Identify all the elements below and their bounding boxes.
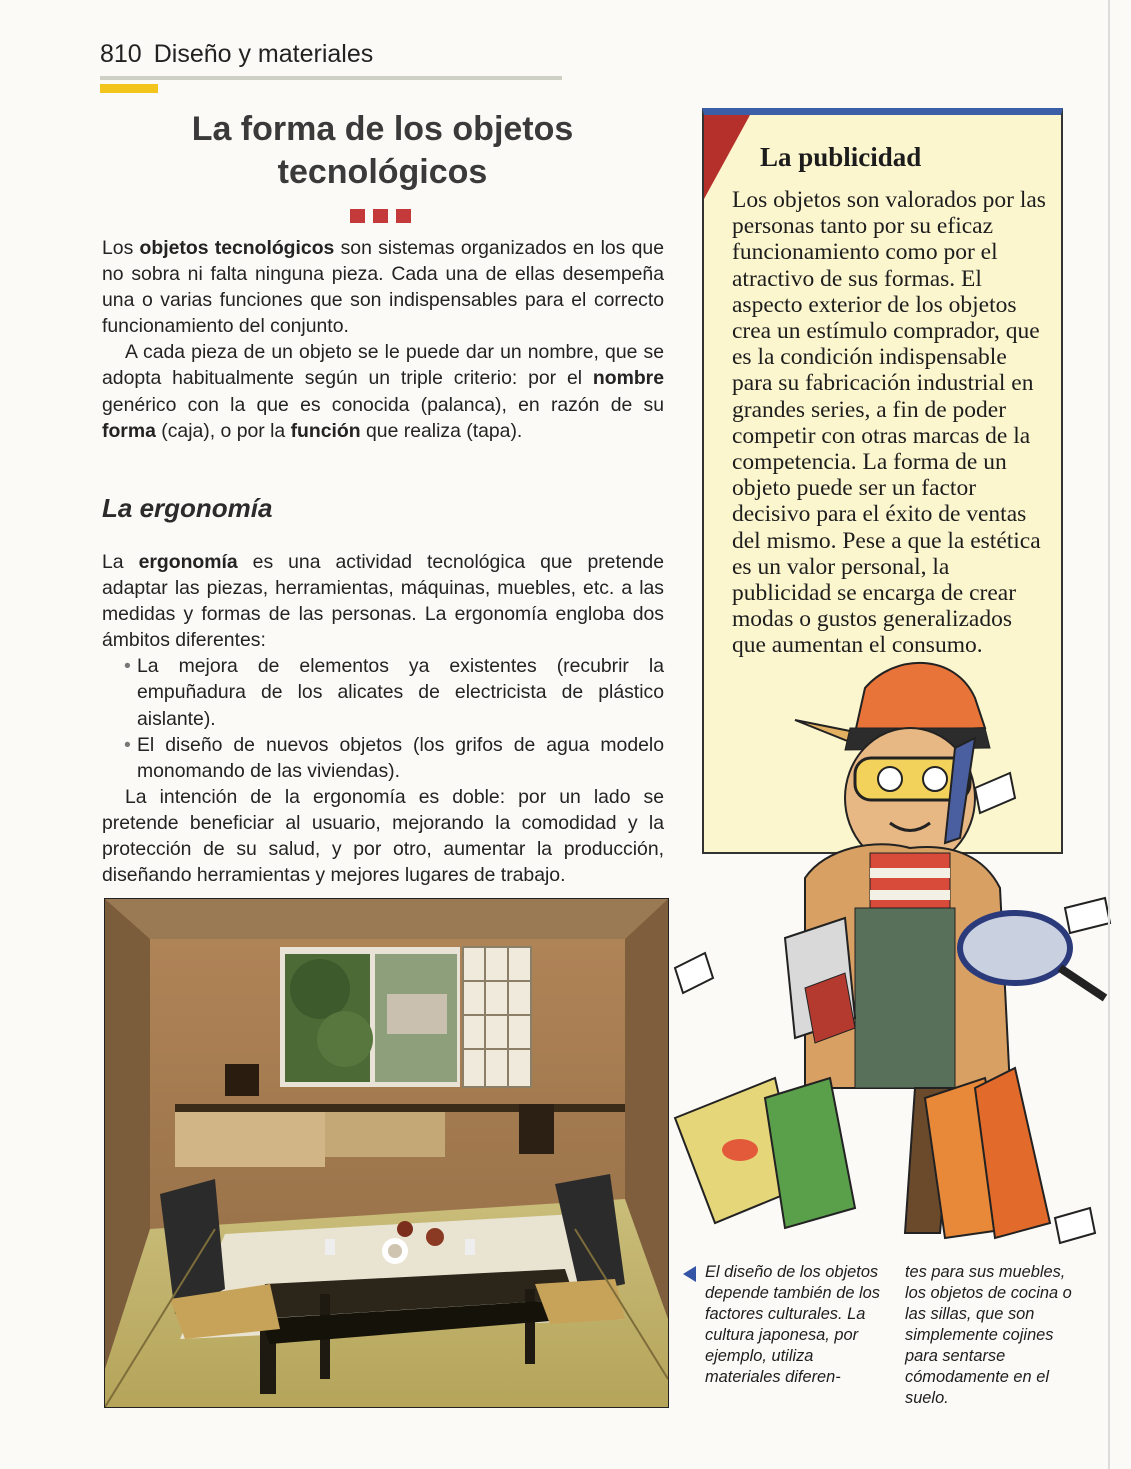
section-heading-ergonomia: La ergonomía [102,493,273,523]
sidebar-title: La publicidad [760,142,922,172]
page-title-line-1: La forma de los objetos [191,110,574,148]
header-rule [100,76,562,80]
bullet-item: • El diseño de nuevos objetos (los grifos de agua modelo monomando de las viviendas). [124,733,664,782]
section-name: Diseño y materiales [153,40,374,68]
intro-text [102,235,664,444]
ergonomia-paragraph-2: La intención de la ergonomía es doble: por un lado se pretende beneficiar al usuario, mejorando la comodidad y la protección de su salud, y por otro, aumentar la producción, diseñando herramientas y mejores lugares de trabajo. [102,785,664,887]
japanese-room-drawing [105,899,668,1407]
bullet-item: • La mejora de elementos ya existentes (recubrir la empuñadura de los alicates de electricista de plástico aislante). [124,655,664,730]
header-accent-bar [100,84,158,93]
title-ornament [350,209,414,223]
consumer-cartoon-illustration [655,648,1125,1250]
running-header [100,40,373,69]
ornament-square [396,209,411,223]
intro-paragraph-2: A cada pieza de un objeto se le puede dar un nombre, que se adopta habitualmente según un triple criterio: por el nombre genérico con la que es conocida (palanca), en razón de su forma (caja), o por la función que realiza (tapa). [102,341,664,442]
intro-paragraph-1: Los objetos tecnológicos son sistemas organizados en los que no sobra ni falta ninguna pieza. Cada una de ellas desempeña una o varias funciones que son indispensables para el correcto funcionamiento del conjunto. [102,237,664,338]
page-title-line-2: tecnológicos [277,153,488,191]
bullet-icon: • [124,655,131,678]
japanese-room-photo [104,898,669,1408]
ergonomia-paragraph-1: La ergonomía es una actividad tecnológica que pretende adaptar las piezas, herramientas, máquinas, muebles, etc. a las medidas y formas de las personas. La ergonomía engloba dos ámbitos diferentes: [102,551,664,652]
photo-caption-column-1: El diseño de los objetos depende también de los factores culturales. La cultura japonesa, por ejemplo, utiliza materiales diferen- [705,1263,880,1386]
page-title [100,108,665,194]
ergonomia-text [102,549,664,888]
page-number: 810 [100,40,142,68]
sidebar-body: Los objetos son valorados por las personas tanto por su eficaz funcionamiento como por el atractivo de sus formas. El aspecto exterior de los objetos crea un estímulo comprador, que es la condición indispensable para su fabricación industrial en grandes series, a fin de poder competir con otras marcas de la competencia. La forma de un objeto puede ser un factor decisivo para el éxito de ventas del mismo. Pese a que la estética es un valor personal, la publicidad se encarga de crear modas o gustos generalizados que aumentan el consumo. [732,187,1046,659]
ornament-square [373,209,388,223]
page-edge [1108,0,1110,1469]
ornament-square [350,209,365,223]
photo-caption-column-2: tes para sus muebles, los objetos de cocina o las sillas, que son simplemente cojines para sentarse cómodamente en el suelo. [905,1263,1072,1407]
cartoon-drawing [655,648,1125,1250]
caption-pointer-icon [683,1266,696,1282]
bullet-icon: • [124,733,131,756]
